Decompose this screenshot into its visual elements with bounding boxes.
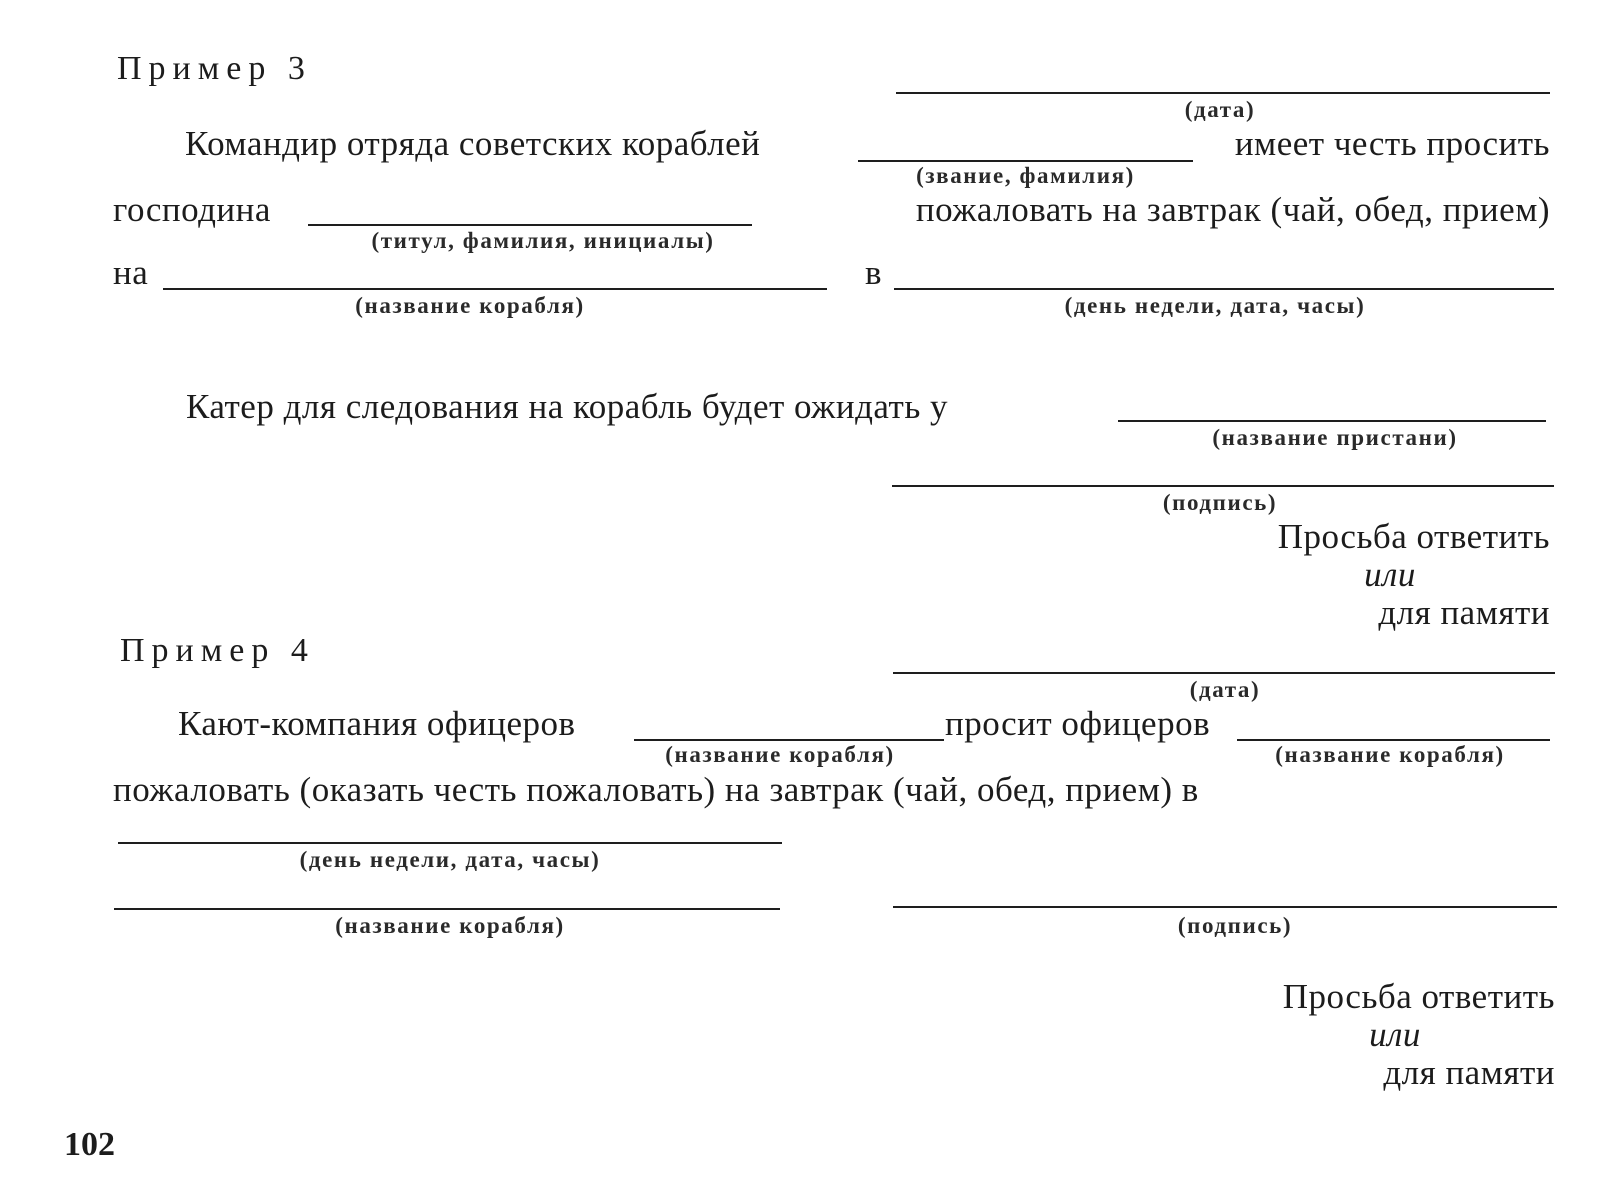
example3-heading: Пример 3 bbox=[117, 50, 312, 87]
example3-pier-field[interactable] bbox=[1118, 420, 1546, 422]
example3-day-caption: (день недели, дата, часы) bbox=[1064, 293, 1366, 318]
example3-signature-field[interactable] bbox=[892, 485, 1554, 487]
example3-date-field[interactable] bbox=[896, 92, 1550, 94]
example4-ship-caption-3: (название корабля) bbox=[335, 913, 565, 938]
example4-signature-field[interactable] bbox=[893, 906, 1557, 908]
example4-line1-mid: просит офицеров bbox=[945, 704, 1211, 743]
example4-signature-caption: (подпись) bbox=[1177, 913, 1293, 938]
example3-title-caption: (титул, фамилия, инициалы) bbox=[371, 228, 715, 253]
example4-line1-text: Кают-компания офицеров bbox=[178, 704, 576, 743]
example3-line2-text: господина bbox=[113, 190, 271, 229]
example3-boat-text: Катер для следования на корабль будет ожидать у bbox=[186, 387, 949, 426]
example3-line1-text: Командир отряда советских кораблей bbox=[185, 124, 761, 163]
example4-ship-field-2[interactable] bbox=[1237, 739, 1550, 741]
example3-rank-field[interactable] bbox=[858, 160, 1193, 162]
example4-day-caption: (день недели, дата, часы) bbox=[299, 847, 601, 872]
example3-pier-caption: (название пристани) bbox=[1212, 425, 1458, 450]
example3-line2-tail: пожаловать на завтрак (чай, обед, прием) bbox=[915, 190, 1550, 229]
example3-line3-on: на bbox=[113, 253, 149, 292]
example4-ship-caption-2: (название корабля) bbox=[1275, 742, 1505, 767]
example4-ship-field-3[interactable] bbox=[114, 908, 780, 910]
example4-reply-request: Просьба ответить bbox=[1282, 977, 1555, 1016]
example3-ship-caption: (название корабля) bbox=[355, 293, 585, 318]
example3-ship-field[interactable] bbox=[163, 288, 827, 290]
example4-date-caption: (дата) bbox=[1189, 677, 1261, 702]
example3-rank-caption: (звание, фамилия) bbox=[916, 163, 1135, 188]
example4-heading: Пример 4 bbox=[120, 632, 315, 669]
example4-date-field[interactable] bbox=[893, 672, 1555, 674]
example4-ship-field-1[interactable] bbox=[634, 739, 944, 741]
example3-reply-memory: для памяти bbox=[1378, 593, 1550, 632]
example4-reply-or: или bbox=[1369, 1015, 1421, 1054]
example3-day-field[interactable] bbox=[894, 288, 1554, 290]
example3-line1-tail: имеет честь просить bbox=[1234, 124, 1550, 163]
example3-reply-request: Просьба ответить bbox=[1277, 517, 1550, 556]
example3-title-field[interactable] bbox=[308, 224, 752, 226]
page-number: 102 bbox=[64, 1126, 115, 1163]
example4-line2-text: пожаловать (оказать честь пожаловать) на завтрак (чай, обед, прием) в bbox=[113, 770, 1199, 809]
example4-reply-memory: для памяти bbox=[1383, 1053, 1555, 1092]
example3-signature-caption: (подпись) bbox=[1162, 490, 1278, 515]
example4-ship-caption-1: (название корабля) bbox=[665, 742, 895, 767]
example3-line3-in: в bbox=[865, 253, 883, 292]
example4-day-field[interactable] bbox=[118, 842, 782, 844]
example3-date-caption: (дата) bbox=[1184, 97, 1256, 122]
example3-reply-or: или bbox=[1364, 555, 1416, 594]
